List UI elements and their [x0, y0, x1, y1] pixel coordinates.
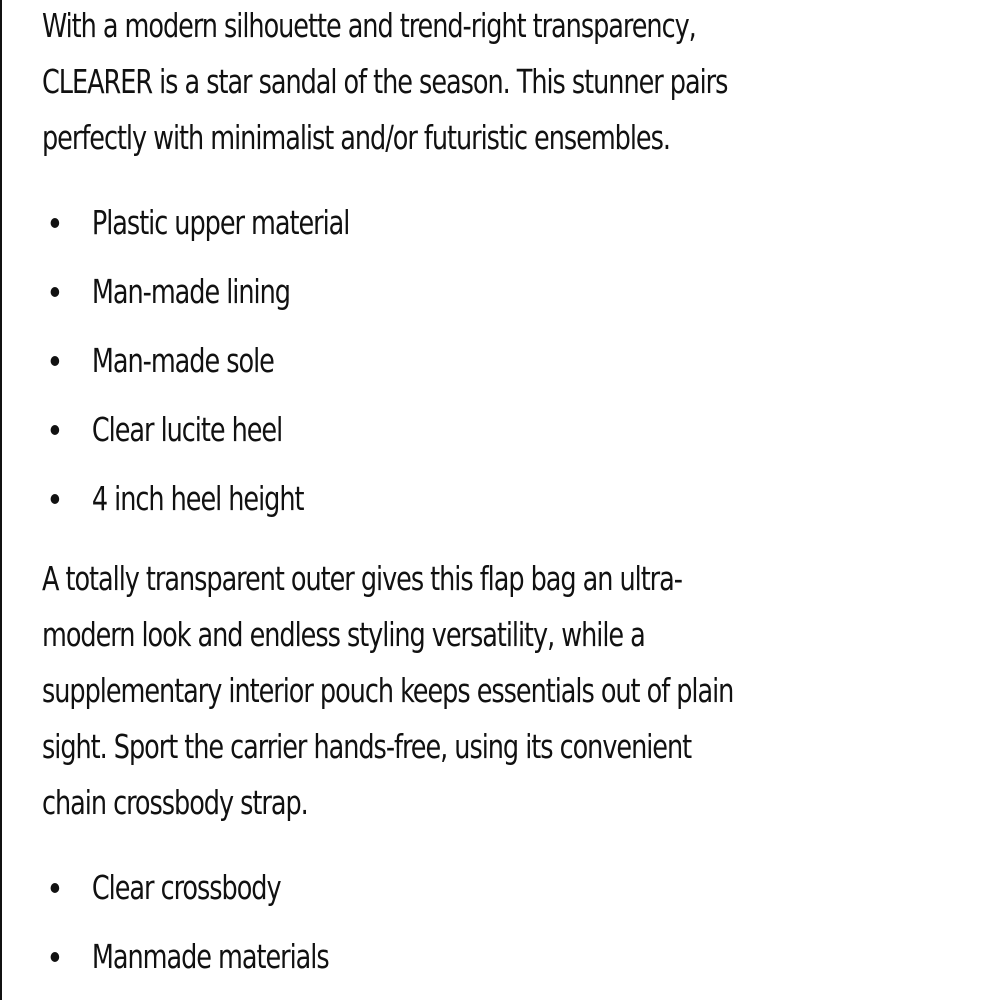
bullet-icon — [51, 883, 60, 893]
list-item — [42, 395, 842, 464]
feature-text: Manmade materials — [91, 937, 329, 976]
feature-text: 4 inch heel height — [91, 479, 304, 518]
shoe-features-list — [42, 188, 842, 533]
bag-features-list — [42, 853, 842, 991]
bullet-icon — [51, 218, 60, 228]
list-item — [42, 188, 842, 257]
bag-paragraph-line: modern look and endless styling versatility, while a — [42, 615, 645, 654]
list-item — [42, 257, 842, 326]
feature-text: Clear lucite heel — [91, 410, 283, 449]
shoe-description-paragraph — [42, 0, 971, 166]
feature-text: Clear crossbody — [91, 868, 281, 907]
bag-paragraph-line: supplementary interior pouch keeps essentials out of plain — [42, 671, 734, 710]
bullet-icon — [51, 425, 60, 435]
shoe-paragraph-line: With a modern silhouette and trend-right transparency, — [42, 6, 696, 45]
bag-paragraph-line: A totally transparent outer gives this flap bag an ultra- — [42, 559, 682, 598]
bullet-icon — [51, 952, 60, 962]
bag-description-paragraph — [42, 551, 971, 831]
list-item — [42, 464, 842, 533]
feature-text: Man-made lining — [91, 272, 290, 311]
list-item — [42, 326, 842, 395]
shoe-paragraph-line: CLEARER is a star sandal of the season. This stunner pairs — [42, 62, 728, 101]
bullet-icon — [51, 494, 60, 504]
product-description — [42, 0, 842, 991]
bag-paragraph-line: sight. Sport the carrier hands-free, using its convenient — [42, 727, 692, 766]
list-item — [42, 853, 842, 922]
list-item — [42, 922, 842, 991]
bullet-icon — [51, 287, 60, 297]
bullet-icon — [51, 356, 60, 366]
shoe-paragraph-line: perfectly with minimalist and/or futuristic ensembles. — [42, 118, 670, 157]
feature-text: Man-made sole — [91, 341, 274, 380]
feature-text: Plastic upper material — [91, 203, 350, 242]
bag-paragraph-line: chain crossbody strap. — [42, 783, 308, 822]
